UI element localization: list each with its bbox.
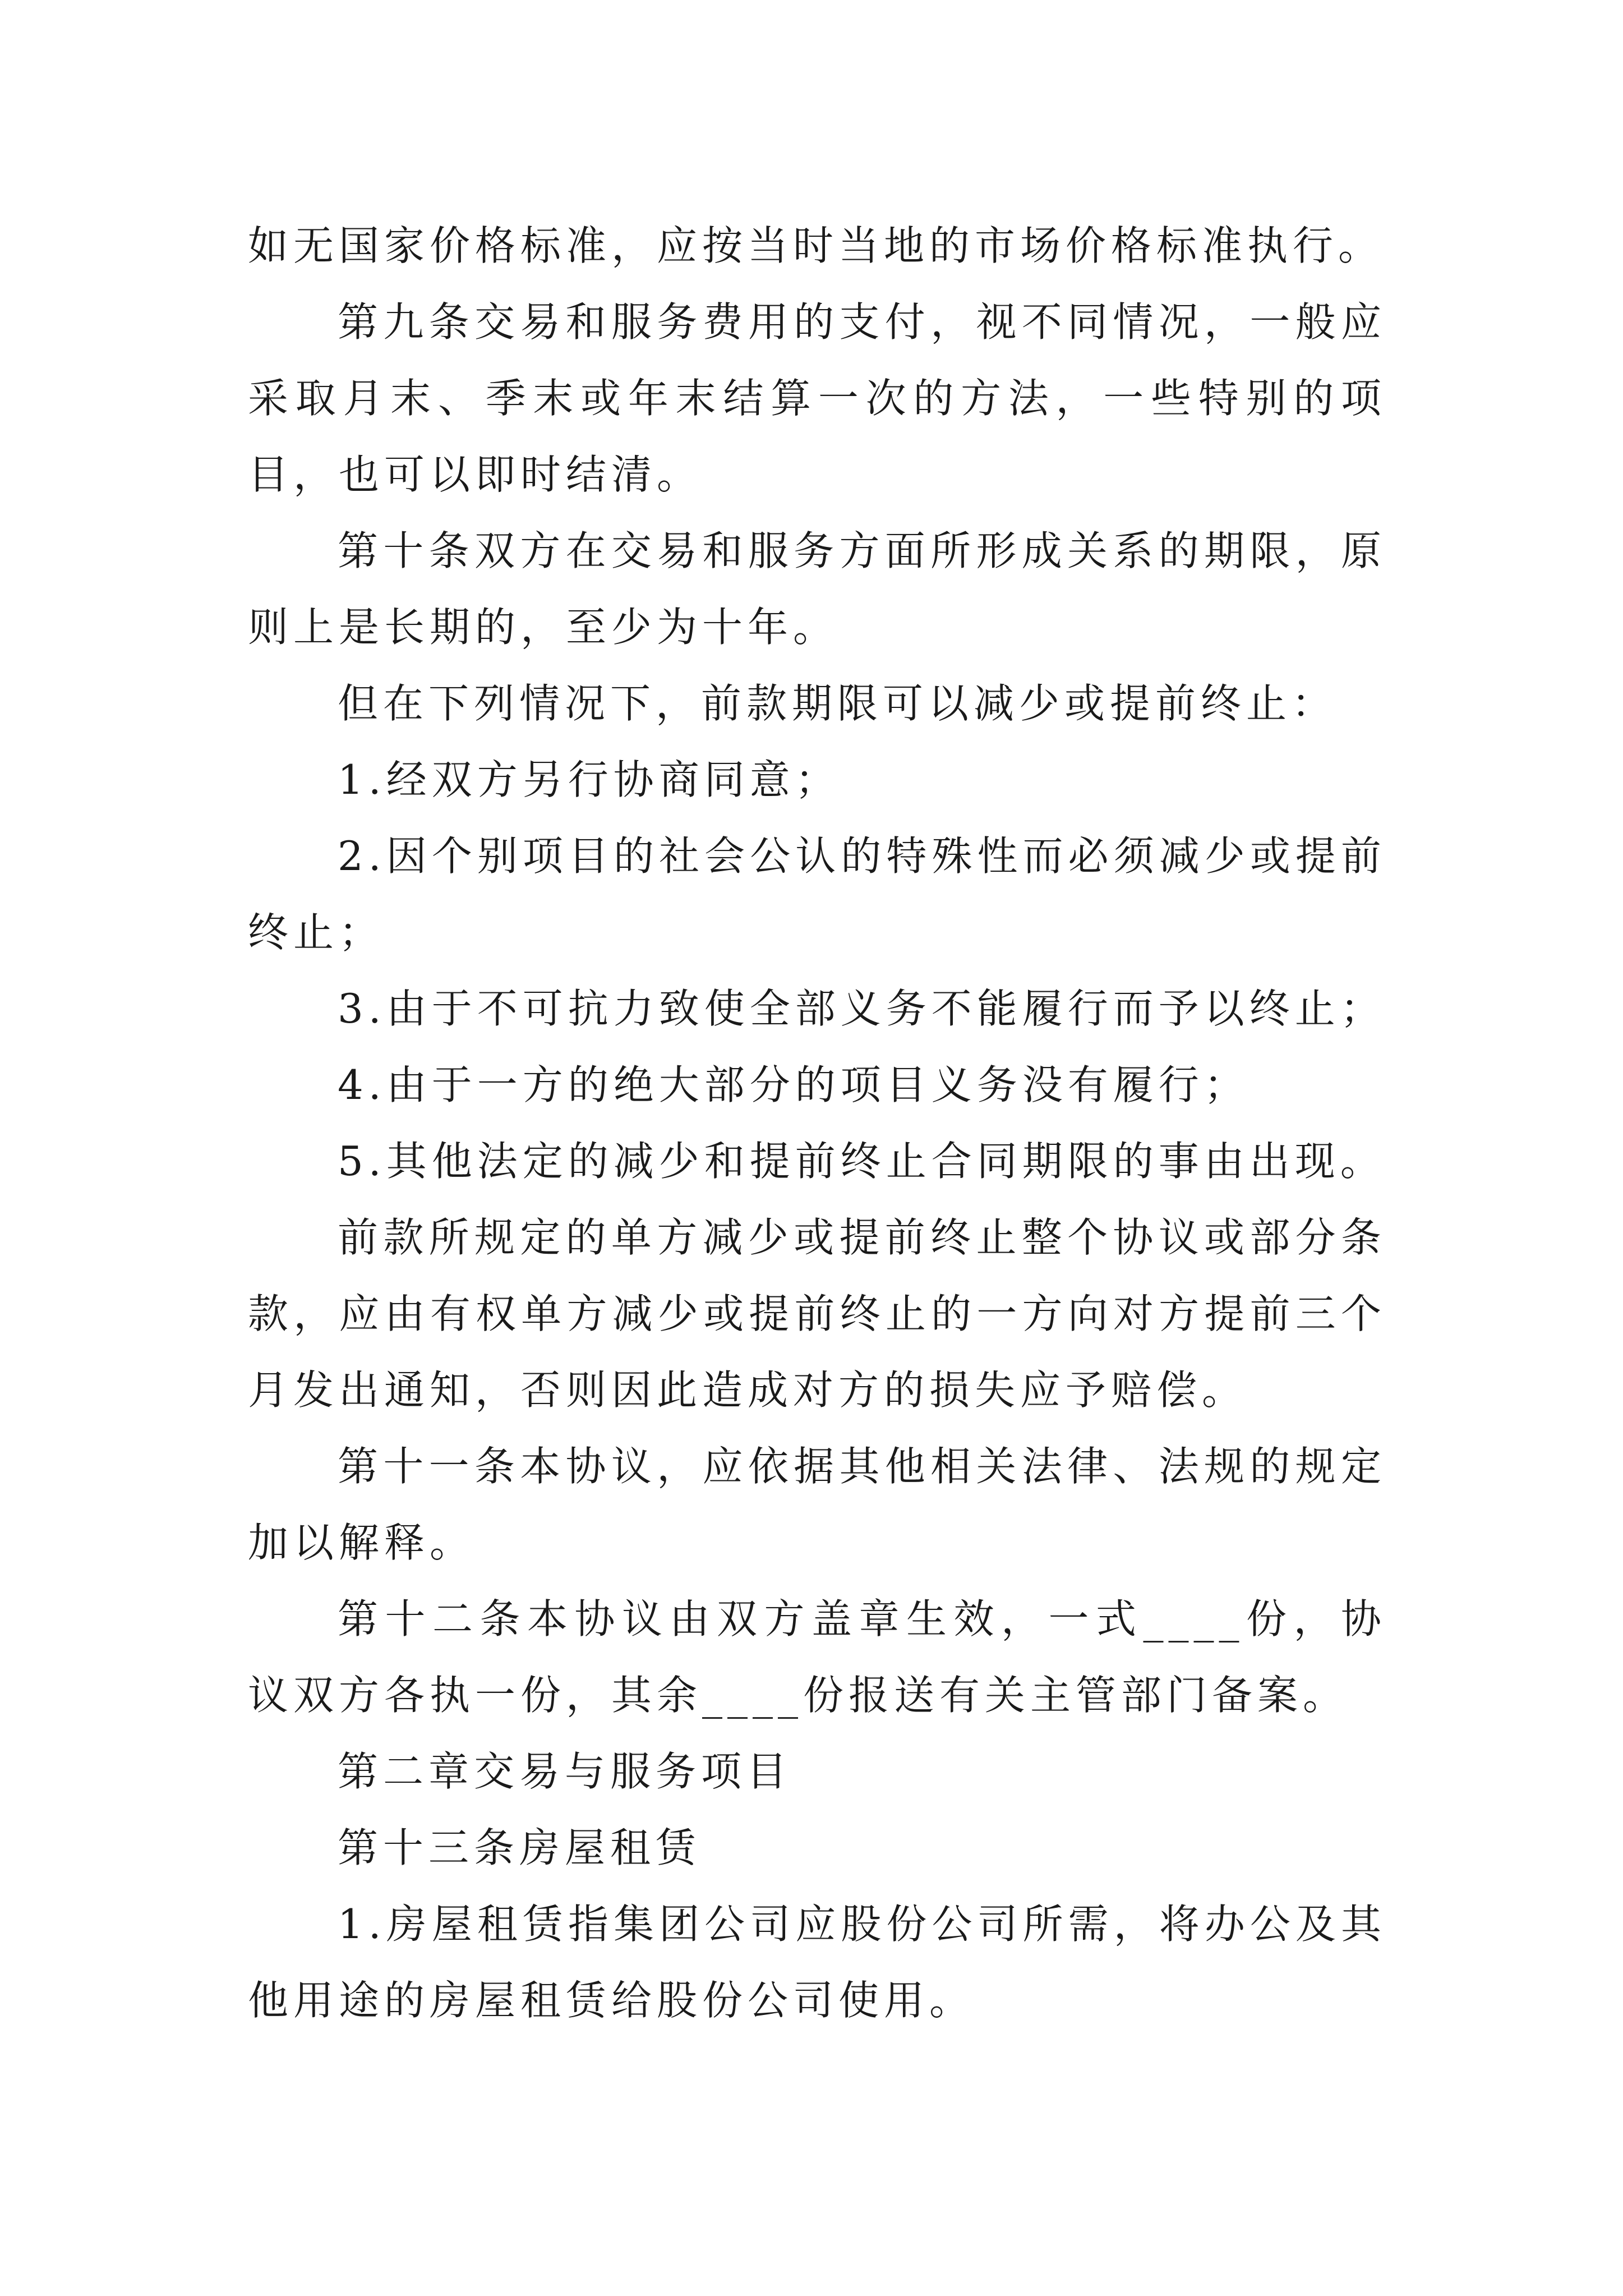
paragraph-house-lease: 1.房屋租赁指集团公司应股份公司所需，将办公及其他用途的房屋租赁给股份公司使用。 (248, 1901, 1386, 2024)
paragraph-article-11: 第十一条本协议，应依据其他相关法律、法规的规定加以解释。 (248, 1443, 1386, 1566)
paragraph-term-conditions: 但在下列情况下，前款期限可以减少或提前终止： (338, 680, 1338, 727)
article-13-heading: 第十三条房屋租赁 (338, 1824, 702, 1871)
paragraph-article-12: 第十二条本协议由双方盖章生效，一式____份，协议双方各执一份，其余____份报送有关主管部门备案。 (248, 1595, 1386, 1719)
list-item-3: 3.由于不可抗力致使全部义务不能履行而予以终止； (338, 985, 1386, 1032)
list-item-2: 2.因个别项目的社会公认的特殊性而必须减少或提前终止； (248, 832, 1386, 956)
list-item-5: 5.其他法定的减少和提前终止合同期限的事由出现。 (338, 1138, 1386, 1185)
paragraph-termination-notice: 前款所规定的单方减少或提前终止整个协议或部分条款，应由有权单方减少或提前终止的一方向对方提前三个月发出通知，否则因此造成对方的损失应予赔偿。 (248, 1214, 1386, 1414)
paragraph-pricing-standard: 如无国家价格标准，应按当时当地的市场价格标准执行。 (248, 222, 1384, 269)
document-body (248, 208, 1386, 2039)
paragraph-article-10: 第十条双方在交易和服务方面所形成关系的期限，原则上是长期的，至少为十年。 (248, 527, 1386, 651)
list-item-1: 1.经双方另行协商同意； (338, 756, 841, 803)
list-item-4: 4.由于一方的绝大部分的项目义务没有履行； (338, 1061, 1249, 1108)
chapter-heading: 第二章交易与服务项目 (338, 1748, 792, 1795)
paragraph-article-9: 第九条交易和服务费用的支付，视不同情况，一般应采取月末、季末或年末结算一次的方法，一些特别的项目，也可以即时结清。 (248, 298, 1386, 498)
